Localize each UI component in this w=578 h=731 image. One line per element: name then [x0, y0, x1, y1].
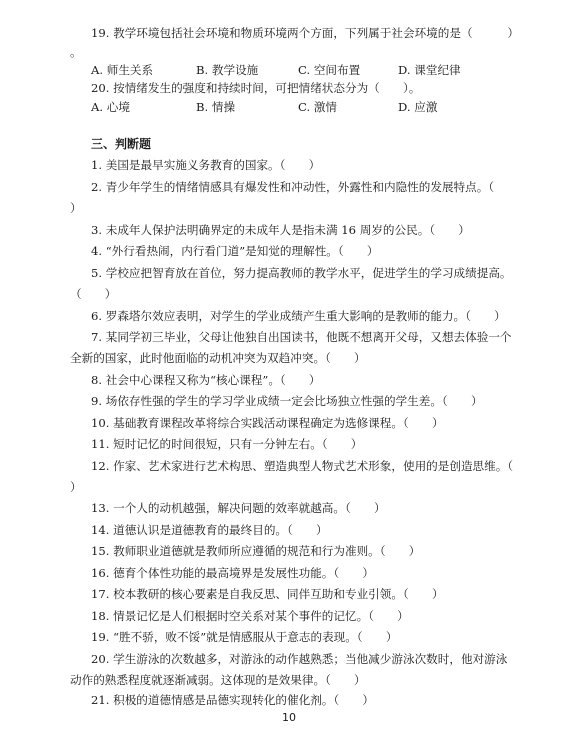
judgment-line: 10. 基础教育课程改革将综合实践活动课程确定为选修课程。（ ）	[91, 416, 444, 430]
q19-stem: 19. 教学环境包括社会环境和物质环境两个方面，下列属于社会环境的是（ ）	[91, 26, 519, 40]
q19-option-d: D. 课堂纪律	[398, 63, 461, 77]
judgment-line: ）	[70, 480, 82, 494]
q20-option-b: B. 情操	[196, 100, 236, 114]
judgment-line: 15. 教师职业道德就是教师所应遵循的规范和行为准则。（ ）	[91, 544, 421, 558]
q19-option-a: A. 师生关系	[91, 63, 154, 77]
judgment-line: 12. 作家、艺术家进行艺术构思、塑造典型人物式艺术形象，使用的是创造思维。（	[91, 459, 514, 473]
q19-tail: 。	[70, 45, 82, 59]
judgment-line: 6. 罗森塔尔效应表明，对学生的学业成绩产生重大影响的是教师的能力。（ ）	[91, 309, 506, 323]
judgment-line: （ ）	[70, 287, 117, 301]
judgment-line: 4. “外行看热闹，内行看门道”是知觉的理解性。（ ）	[91, 244, 379, 258]
judgment-line: 21. 积极的道德情感是品德实现转化的催化剂。（ ）	[91, 693, 374, 707]
judgment-line: 11. 短时记忆的时间很短，只有一分钟左右。（ ）	[91, 437, 363, 451]
q20-option-c: C. 激情	[298, 100, 338, 114]
judgment-line: 3. 未成年人保护法明确界定的未成年人是指未满 16 周岁的公民。（ ）	[91, 223, 470, 237]
judgment-line: 17. 校本教研的核心要素是自我反思、同伴互助和专业引领。（ ）	[91, 587, 444, 601]
q20-option-d: D. 应激	[398, 100, 438, 114]
q19-option-c: C. 空间布置	[298, 63, 361, 77]
q20-option-a: A. 心境	[91, 100, 130, 114]
page-number: 10	[282, 711, 296, 724]
section-title: 三、判断题	[91, 137, 152, 151]
judgment-line: 动作的熟悉程度就逐渐减弱。这体现的是效果律。（ ）	[70, 673, 366, 687]
judgment-line: 16. 德育个体性功能的最高境界是发展性功能。（ ）	[91, 566, 374, 580]
judgment-line: 14. 道德认识是道德教育的最终目的。（ ）	[91, 523, 328, 537]
judgment-line: 全新的国家，此时他面临的动机冲突为双趋冲突。（ ）	[70, 351, 366, 365]
judgment-line: 9. 场依存性强的学生的学习学业成绩一定会比场独立性强的学生差。（ ）	[91, 394, 483, 408]
judgment-line: 7. 某同学初三毕业，父母让他独自出国读书，他既不想离开父母，又想去体验一个	[91, 330, 512, 344]
judgment-line: 5. 学校应把智育放在首位，努力提高教师的教学水平，促进学生的学习成绩提高。	[91, 266, 512, 280]
judgment-line: 18. 情景记忆是人们根据时空关系对某个事件的记忆。（ ）	[91, 609, 409, 623]
judgment-line: ）	[70, 201, 82, 215]
judgment-line: 8. 社会中心课程又称为“核心课程”。（ ）	[91, 373, 321, 387]
judgment-line: 13. 一个人的动机越强，解决问题的效率就越高。（ ）	[91, 501, 386, 515]
judgment-line: 1. 美国是最早实施义务教育的国家。（ ）	[91, 158, 321, 172]
q19-option-b: B. 教学设施	[196, 63, 259, 77]
judgment-line: 2. 青少年学生的情绪情感具有爆发性和冲动性，外露性和内隐性的发展特点。（	[91, 180, 495, 194]
q20-stem: 20. 按情绪发生的强度和持续时间，可把情绪状态分为（ ）。	[91, 81, 421, 95]
judgment-line: 19. “胜不骄，败不馁”就是情感服从于意志的表现。（ ）	[91, 630, 398, 644]
judgment-line: 20. 学生游泳的次数越多，对游泳的动作越熟悉；当他减少游泳次数时，他对游泳	[91, 652, 508, 666]
